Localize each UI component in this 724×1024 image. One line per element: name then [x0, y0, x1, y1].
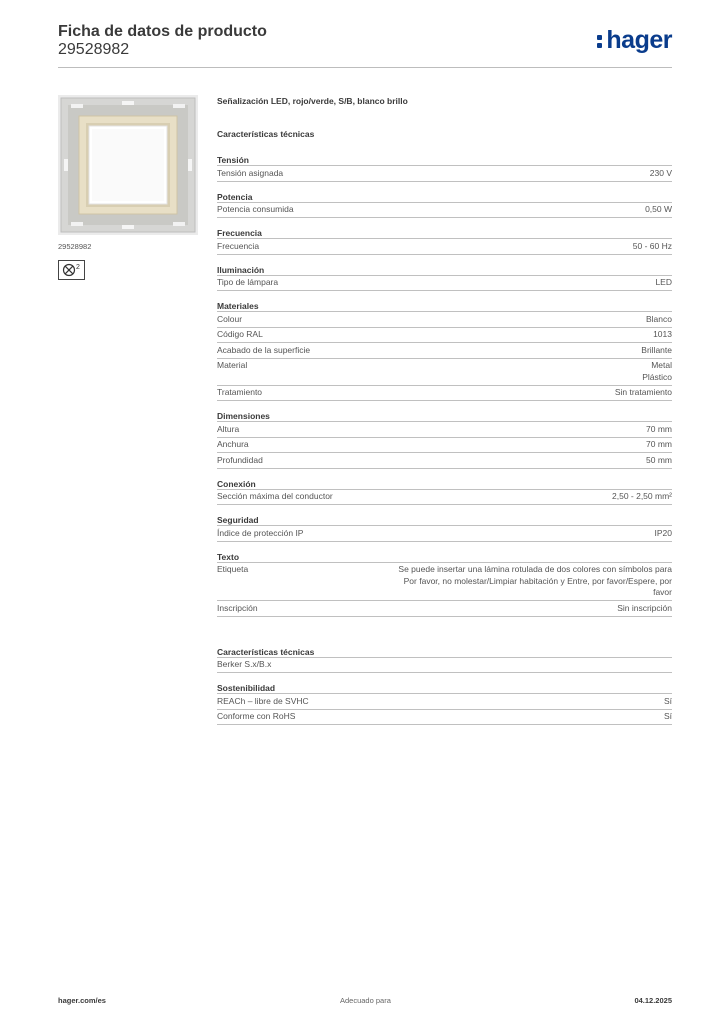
spec-row — [217, 386, 672, 402]
group-title: Conexión — [217, 478, 672, 490]
group-title: Frecuencia — [217, 227, 672, 239]
spec-value: Sin inscripción — [617, 602, 672, 613]
group-title: Texto — [217, 551, 672, 563]
logo-dots-icon — [597, 32, 604, 49]
spec-value: Se puede insertar una lámina rotulada de dos colores con símbolos para Por favor, no molestar/Limpiar habitación y Entre, por favor/Espere, por favor — [398, 564, 672, 597]
spec-label: Potencia consumida — [217, 204, 294, 214]
spec-group-caracteristicas — [217, 646, 672, 674]
spec-row — [217, 694, 672, 710]
spec-value: 2,50 - 2,50 mm² — [612, 491, 672, 501]
spec-label: Altura — [217, 423, 240, 434]
spec-row — [217, 526, 672, 542]
page-header — [58, 20, 672, 68]
logo-text: hager — [606, 26, 672, 54]
spec-label: Frecuencia — [217, 240, 260, 251]
specifications-column — [217, 95, 672, 734]
spec-group-sostenibilidad — [217, 682, 672, 725]
spec-value: Metal Plástico — [642, 360, 672, 382]
spec-value: 70 mm — [646, 439, 672, 449]
spec-row — [217, 422, 672, 438]
spec-label: Índice de protección IP — [217, 527, 304, 538]
spec-group-dimensiones — [217, 410, 672, 469]
document-title: Ficha de datos de producto — [58, 23, 267, 40]
spec-label: Profundidad — [217, 454, 263, 465]
group-title: Potencia — [217, 191, 672, 203]
spec-row — [217, 438, 672, 454]
product-description: Señalización LED, rojo/verde, S/B, blanco brillo — [217, 96, 408, 106]
spec-group-frecuencia — [217, 227, 672, 255]
spec-value: 1013 — [653, 329, 672, 339]
group-title: Seguridad — [217, 514, 672, 526]
spec-label: Anchura — [217, 439, 249, 449]
spec-value: 50 - 60 Hz — [632, 240, 672, 251]
spec-label: Inscripción — [217, 602, 258, 613]
group-title: Tensión — [217, 154, 672, 166]
section-title-technical: Características técnicas — [217, 129, 315, 139]
hager-logo — [597, 26, 672, 55]
spec-row — [217, 203, 672, 219]
spec-value: 70 mm — [646, 423, 672, 434]
svg-text:2: 2 — [76, 264, 80, 271]
group-title: Dimensiones — [217, 410, 672, 422]
spec-label: Etiqueta — [217, 564, 249, 574]
spec-label: REACh – libre de SVHC — [217, 695, 309, 706]
group-title: Sostenibilidad — [217, 682, 672, 694]
spec-label: Colour — [217, 313, 243, 324]
spec-label: Material — [217, 360, 248, 370]
spec-value: Sin tratamiento — [614, 387, 672, 397]
spec-row — [217, 239, 672, 255]
product-image — [58, 95, 198, 235]
group-title: Características técnicas — [217, 646, 672, 658]
image-caption: 29528982 — [58, 242, 92, 251]
product-number: 29528982 — [58, 41, 130, 58]
halogen-lamp-symbol-icon — [58, 260, 85, 280]
spec-value: 230 V — [649, 167, 672, 178]
spec-value: IP20 — [654, 527, 672, 538]
spec-label: Tratamiento — [217, 387, 263, 397]
group-title: Materiales — [217, 300, 672, 312]
spec-group-tension — [217, 154, 672, 182]
spec-label: Tensión asignada — [217, 167, 284, 178]
footer-date: 04.12.2025 — [634, 996, 672, 1005]
spec-value: Sí — [663, 695, 672, 706]
spec-row — [217, 166, 672, 182]
spec-label: Acabado de la superficie — [217, 344, 311, 355]
spec-group-iluminacion — [217, 264, 672, 292]
spec-label: Berker S.x/B.x — [217, 659, 272, 669]
spec-group-potencia — [217, 191, 672, 219]
footer-website-link[interactable]: hager.com/es — [58, 996, 106, 1005]
spec-row — [217, 563, 672, 602]
spec-value: 50 mm — [646, 454, 672, 465]
spec-value: Blanco — [646, 313, 672, 324]
spec-row — [217, 658, 672, 674]
spec-row — [217, 328, 672, 344]
spec-row — [217, 359, 672, 386]
spec-group-materiales — [217, 300, 672, 401]
footer-center-text: Adecuado para — [340, 996, 391, 1005]
spec-row — [217, 490, 672, 506]
spec-row — [217, 312, 672, 328]
led-signal-device-image — [58, 95, 198, 235]
spec-value: LED — [655, 277, 672, 287]
group-title: Iluminación — [217, 264, 672, 276]
spec-group-conexion — [217, 478, 672, 506]
spec-group-texto — [217, 551, 672, 617]
spec-value: Brillante — [641, 344, 672, 355]
product-image-column — [58, 95, 198, 280]
spec-row — [217, 343, 672, 359]
spec-label: Tipo de lámpara — [217, 277, 279, 287]
spec-label: Código RAL — [217, 329, 263, 339]
spec-value: Sí — [663, 711, 672, 721]
spec-label: Sección máxima del conductor — [217, 491, 333, 501]
spec-value: 0,50 W — [645, 204, 672, 214]
spec-group-seguridad — [217, 514, 672, 542]
page-footer — [58, 996, 672, 1010]
spec-row — [217, 276, 672, 292]
spec-row — [217, 710, 672, 726]
spec-label: Conforme con RoHS — [217, 711, 296, 721]
section-spacer — [217, 626, 672, 646]
spec-row — [217, 601, 672, 617]
spec-row — [217, 453, 672, 469]
